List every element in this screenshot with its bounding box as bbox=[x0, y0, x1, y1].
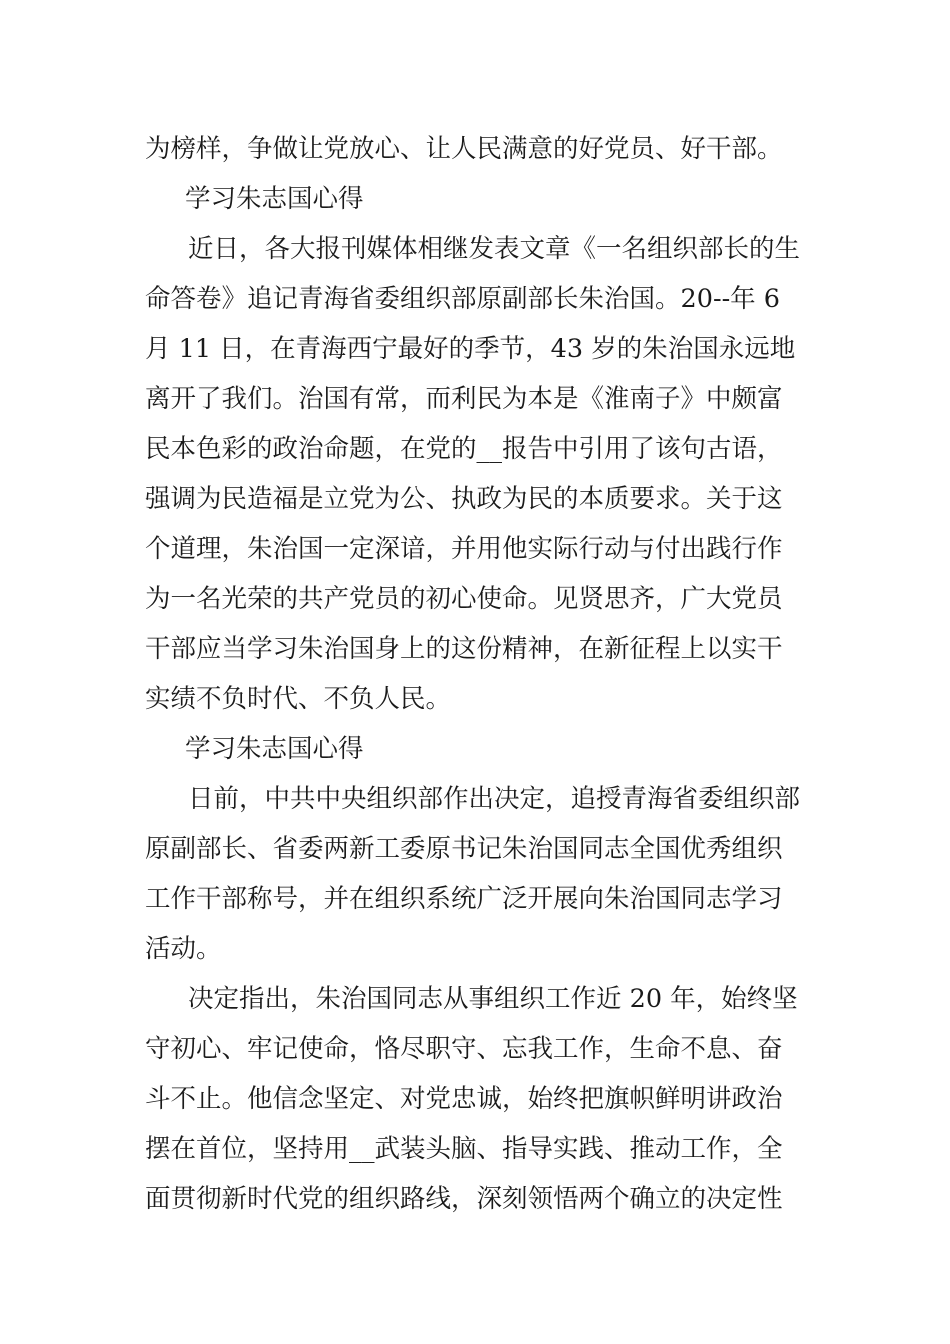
paragraph-line: 原副部长、省委两新工委原书记朱治国同志全国优秀组织 bbox=[145, 834, 783, 864]
section-heading: 学习朱志国心得 bbox=[185, 184, 364, 214]
paragraph-line: 斗不止。他信念坚定、对党忠诚，始终把旗帜鲜明讲政治 bbox=[145, 1084, 783, 1114]
paragraph-line: 实绩不负时代、不负人民。 bbox=[145, 684, 452, 714]
paragraph-line: 为榜样，争做让党放心、让人民满意的好党员、好干部。 bbox=[145, 134, 783, 164]
paragraph-line: 近日，各大报刊媒体相继发表文章《一名组织部长的生 bbox=[188, 234, 801, 264]
paragraph-line: 干部应当学习朱治国身上的这份精神，在新征程上以实干 bbox=[145, 634, 783, 664]
paragraph-line: 日前，中共中央组织部作出决定，追授青海省委组织部 bbox=[188, 784, 801, 814]
paragraph-line: 月 11 日，在青海西宁最好的季节，43 岁的朱治国永远地 bbox=[145, 334, 796, 364]
paragraph-line: 决定指出，朱治国同志从事组织工作近 20 年，始终坚 bbox=[188, 984, 798, 1014]
paragraph-line: 离开了我们。治国有常，而利民为本是《淮南子》中颇富 bbox=[145, 384, 783, 414]
paragraph-line: 守初心、牢记使命，恪尽职守、忘我工作，生命不息、奋 bbox=[145, 1034, 783, 1064]
paragraph-line: 面贯彻新时代党的组织路线，深刻领悟两个确立的决定性 bbox=[145, 1184, 783, 1214]
paragraph-line: 为一名光荣的共产党员的初心使命。见贤思齐，广大党员 bbox=[145, 584, 783, 614]
section-heading: 学习朱志国心得 bbox=[185, 734, 364, 764]
document-body bbox=[145, 124, 810, 1224]
paragraph-line: 命答卷》追记青海省委组织部原副部长朱治国。20--年 6 bbox=[145, 284, 781, 314]
paragraph-line: 活动。 bbox=[145, 934, 222, 964]
paragraph-line: 摆在首位，坚持用__武装头脑、指导实践、推动工作，全 bbox=[145, 1134, 783, 1164]
paragraph-line: 工作干部称号，并在组织系统广泛开展向朱治国同志学习 bbox=[145, 884, 783, 914]
paragraph-line: 民本色彩的政治命题，在党的__报告中引用了该句古语， bbox=[145, 434, 783, 464]
paragraph-line: 强调为民造福是立党为公、执政为民的本质要求。关于这 bbox=[145, 484, 783, 514]
paragraph-line: 个道理，朱治国一定深谙，并用他实际行动与付出践行作 bbox=[145, 534, 783, 564]
